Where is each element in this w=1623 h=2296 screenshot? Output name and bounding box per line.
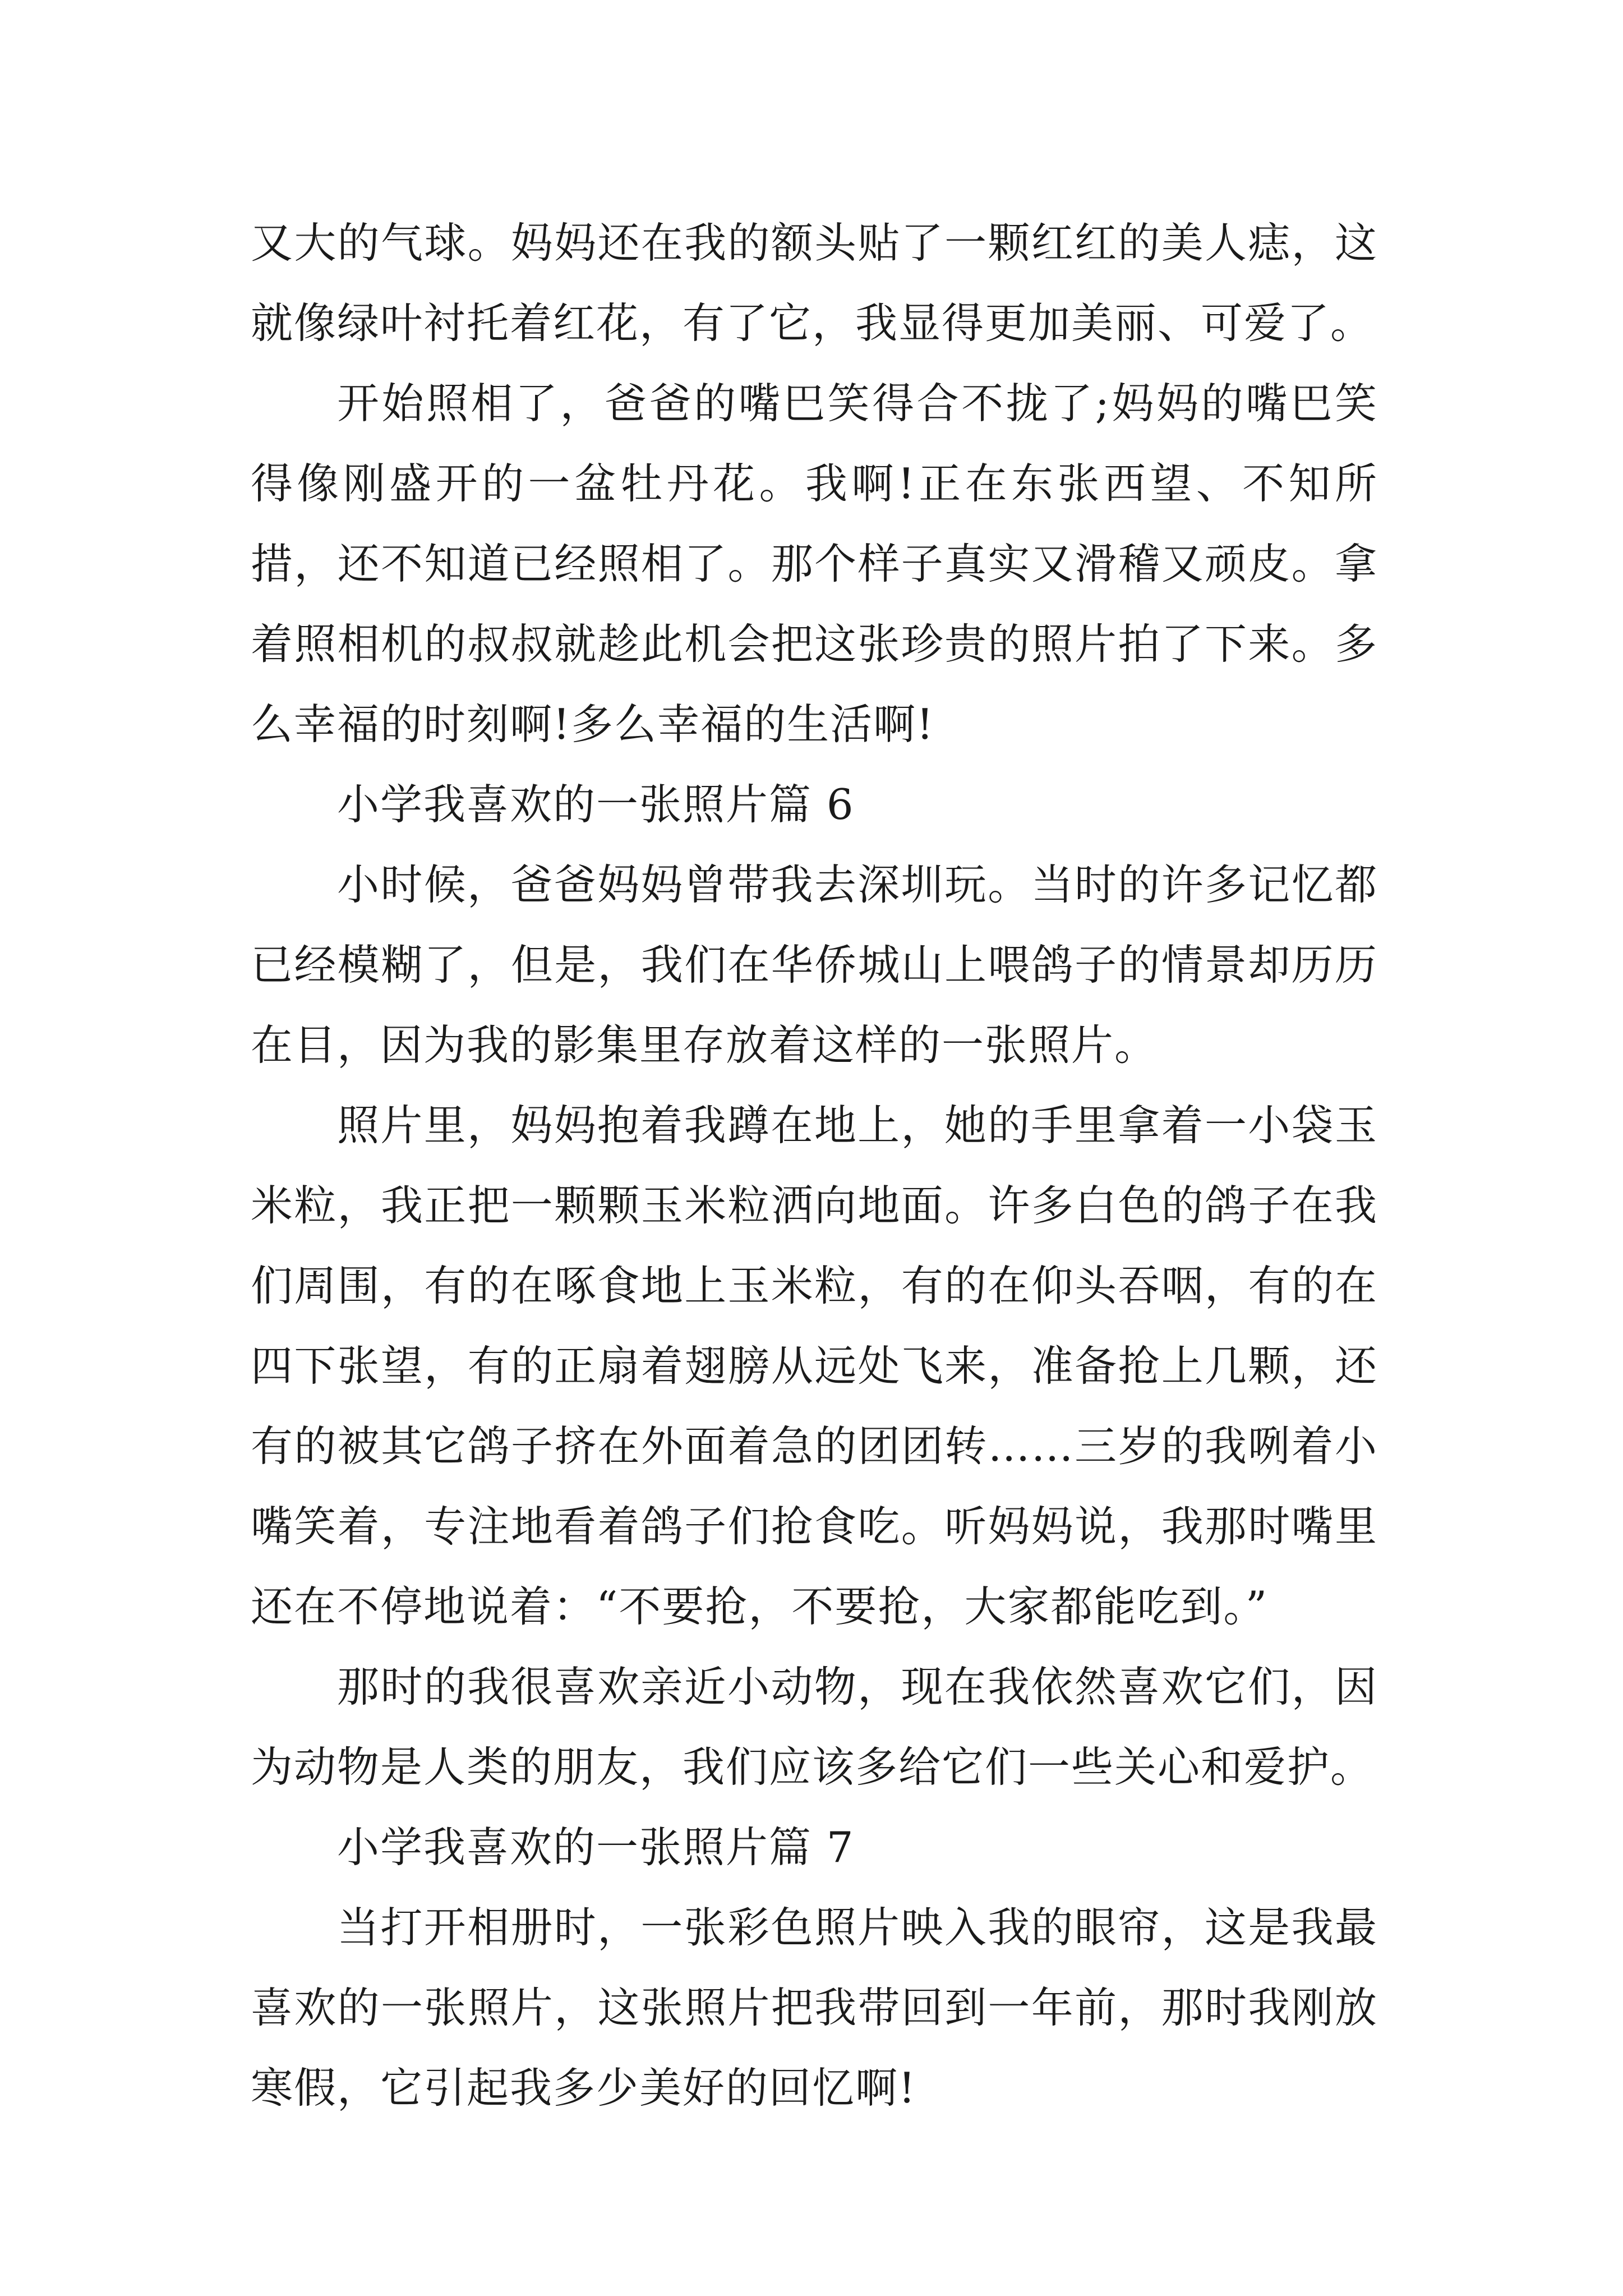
paragraph: 开始照相了，爸爸的嘴巴笑得合不拢了;妈妈的嘴巴笑得像刚盛开的一盆牡丹花。我啊!正在东张西望、不知所措，还不知道已经照相了。那个样子真实又滑稽又顽皮。拿着照相机的叔叔就趁此机会把这张珍贵的照片拍了下来。多么幸福的时刻啊!多么幸福的生活啊!	[251, 379, 1378, 749]
document-body	[251, 203, 1378, 2128]
paragraph: 小时候，爸爸妈妈曾带我去深圳玩。当时的许多记忆都已经模糊了，但是，我们在华侨城山上喂鸽子的情景却历历在目，因为我的影集里存放着这样的一张照片。	[251, 860, 1378, 1070]
paragraph: 当打开相册时，一张彩色照片映入我的眼帘，这是我最喜欢的一张照片，这张照片把我带回到一年前，那时我刚放寒假，它引起我多少美好的回忆啊!	[251, 1903, 1378, 2113]
paragraph: 又大的气球。妈妈还在我的额头贴了一颗红红的美人痣，这就像绿叶衬托着红花，有了它，我显得更加美丽、可爱了。	[251, 218, 1378, 348]
paragraph: 那时的我很喜欢亲近小动物，现在我依然喜欢它们，因为动物是人类的朋友，我们应该多给它们一些关心和爱护。	[251, 1662, 1378, 1792]
section-heading: 小学我喜欢的一张照片篇 6	[337, 780, 855, 829]
section-heading: 小学我喜欢的一张照片篇 7	[337, 1823, 855, 1872]
paragraph: 照片里，妈妈抱着我蹲在地上，她的手里拿着一小袋玉米粒，我正把一颗颗玉米粒洒向地面。许多白色的鸽子在我们周围，有的在啄食地上玉米粒，有的在仰头吞咽，有的在四下张望，有的正扇着翅膀从远处飞来，准备抢上几颗，还有的被其它鸽子挤在外面着急的团团转……三岁的我咧着小嘴笑着，专注地看着鸽子们抢食吃。听妈妈说，我那时嘴里还在不停地说着：“不要抢，不要抢，大家都能吃到。”	[251, 1101, 1378, 1631]
